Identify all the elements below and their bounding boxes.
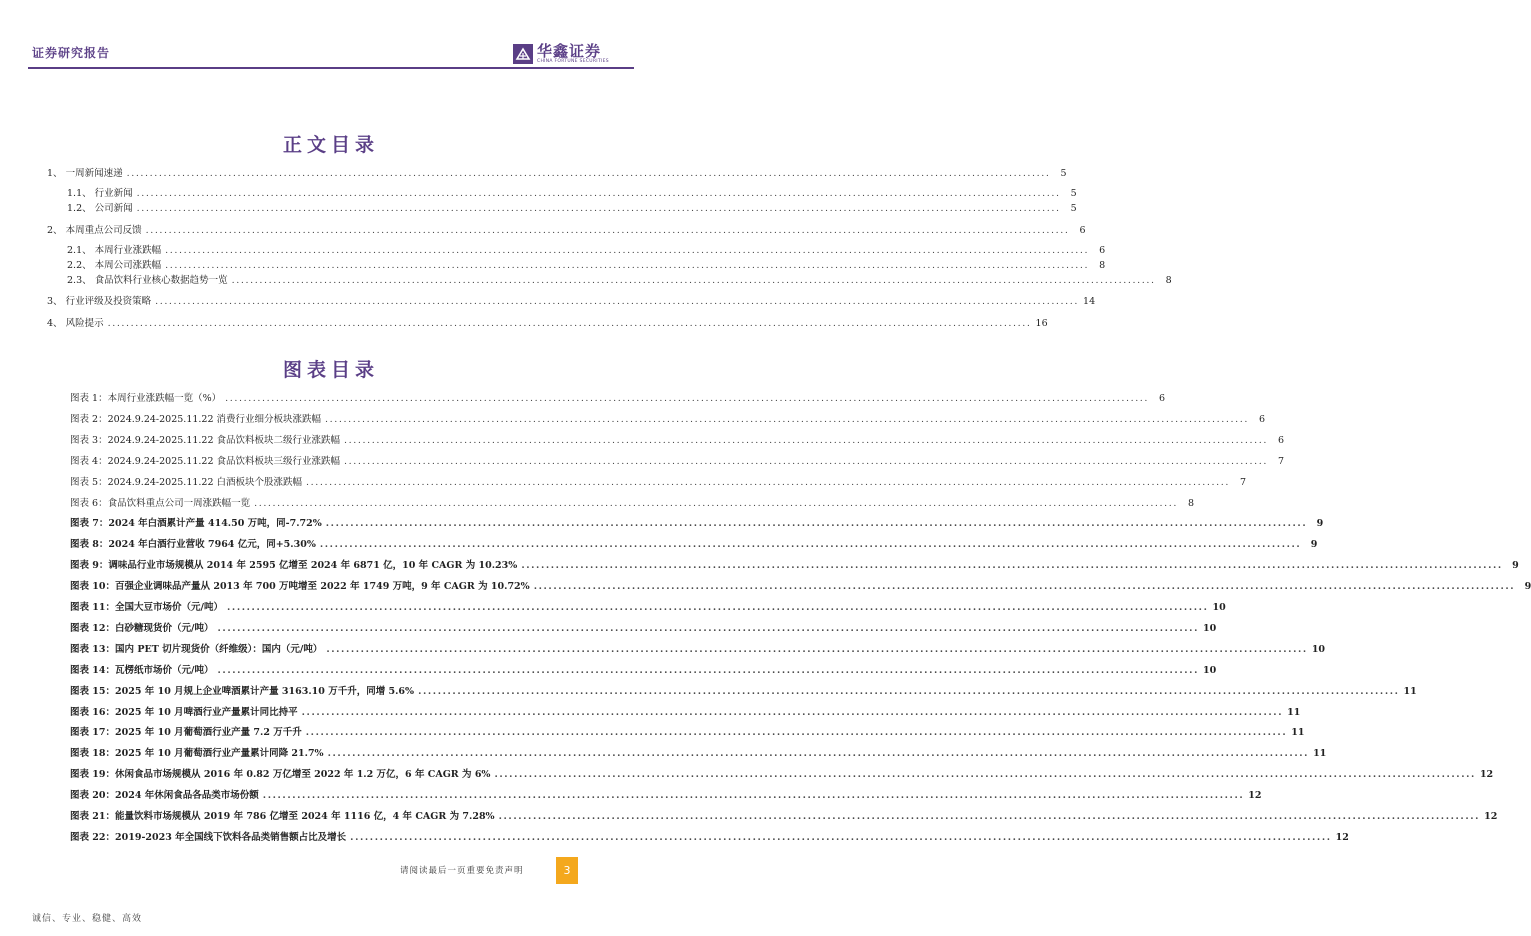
dot-leader: ........................................................................................................................................................................................................ xyxy=(225,393,1150,404)
figure-entry-label: 图表 15：2025 年 10 月规上企业啤酒累计产量 3163.10 万千升，同增 5.6% xyxy=(70,685,415,697)
figure-entry-page: 10 xyxy=(1212,602,1226,613)
figure-entry-label: 图表 7：2024 年白酒累计产量 414.50 万吨，同-7.72% xyxy=(70,518,322,530)
toc-entry[interactable] xyxy=(47,315,1048,329)
figure-entry-page: 6 xyxy=(1159,393,1166,404)
logo-mark-icon xyxy=(513,44,533,64)
toc-entry[interactable] xyxy=(47,165,1067,179)
figure-entry-label: 图表 22：2019-2023 年全国线下饮料各品类销售额占比及增长 xyxy=(70,831,347,843)
toc-entry-label: 4、 风险提示 xyxy=(47,318,104,329)
figure-entry[interactable] xyxy=(70,557,1519,572)
figure-entry-label: 图表 3：2024.9.24-2025.11.22 食品饮料板块二级行业涨跌幅 xyxy=(70,434,341,446)
toc-entry-page: 8 xyxy=(1165,275,1172,286)
figure-entry[interactable] xyxy=(70,390,1166,404)
figure-entry-label: 图表 20：2024 年休闲食品各品类市场份额 xyxy=(70,790,259,802)
dot-leader: ........................................................................................................................................................................................................ xyxy=(325,518,1308,530)
figure-entry-page: 11 xyxy=(1313,748,1327,760)
dot-leader: ........................................................................................................................................................................................................ xyxy=(344,455,1269,467)
figure-entry[interactable] xyxy=(70,641,1326,655)
logo-name-en: CHINA FORTUNE SECURITIES xyxy=(537,59,609,64)
toc-entry-label: 2.3、 食品饮料行业核心数据趋势一览 xyxy=(67,275,228,286)
toc-entry-label: 2.1、 本周行业涨跌幅 xyxy=(67,245,162,256)
figure-entry-label: 图表 8：2024 年白酒行业营收 7964 亿元，同+5.30% xyxy=(70,539,316,551)
toc-entry[interactable] xyxy=(67,272,1172,286)
figure-entry-page: 9 xyxy=(1310,539,1318,551)
dot-leader: ........................................................................................................................................................................................................ xyxy=(306,476,1231,488)
figure-entry-page: 9 xyxy=(1316,518,1324,530)
dot-leader: ........................................................................................................................................................................................................ xyxy=(126,168,1051,179)
toc-entry-page: 16 xyxy=(1035,318,1048,329)
dot-leader: ........................................................................................................................................................................................................ xyxy=(301,706,1284,718)
figure-entry-page: 12 xyxy=(1248,790,1262,802)
dot-leader: ........................................................................................................................................................................................................ xyxy=(305,727,1288,739)
figure-entry-label: 图表 21：能量饮料市场规模从 2019 年 786 亿增至 2024 年 1116 亿，4 年 CAGR 为 7.28% xyxy=(70,811,495,822)
figure-entry-page: 9 xyxy=(1524,581,1531,593)
report-type-label: 证券研究报告 xyxy=(32,46,111,60)
toc-entry-label: 1、 一周新闻速递 xyxy=(47,168,123,179)
figure-entry-page: 9 xyxy=(1512,560,1519,572)
toc-entry[interactable] xyxy=(67,242,1106,256)
toc-entry[interactable] xyxy=(67,200,1077,214)
figure-entry-label: 图表 17：2025 年 10 月葡萄酒行业产量 7.2 万千升 xyxy=(70,727,302,739)
figure-entry-page: 10 xyxy=(1202,664,1217,676)
figure-entry[interactable] xyxy=(70,515,1324,530)
figure-entry[interactable] xyxy=(70,432,1285,446)
toc-entry-label: 2、 本周重点公司反馈 xyxy=(47,225,142,236)
figure-entry-label: 图表 10：百强企业调味品产量从 2013 年 700 万吨增至 2022 年 1749 万吨，9 年 CAGR 为 10.72% xyxy=(70,581,530,593)
dot-leader: ........................................................................................................................................................................................................ xyxy=(327,748,1310,760)
figure-entry[interactable] xyxy=(70,724,1305,739)
logo xyxy=(513,43,609,65)
figure-entry-page: 11 xyxy=(1291,727,1305,739)
toc-entry-page: 5 xyxy=(1070,203,1077,214)
figure-entry-page: 10 xyxy=(1311,643,1326,655)
toc-entry-page: 6 xyxy=(1079,225,1086,236)
toc-entry[interactable] xyxy=(67,185,1077,199)
figure-entry-page: 12 xyxy=(1479,769,1494,781)
figure-entry-label: 图表 2：2024.9.24-2025.11.22 消费行业细分板块涨跌幅 xyxy=(70,413,322,425)
toc-entry-label: 3、 行业评级及投资策略 xyxy=(47,296,152,307)
figure-entry[interactable] xyxy=(70,662,1217,676)
dot-leader: ........................................................................................................................................................................................................ xyxy=(145,225,1070,236)
dot-leader: ........................................................................................................................................................................................................ xyxy=(165,245,1090,256)
dot-leader: ........................................................................................................................................................................................................ xyxy=(326,643,1308,655)
figure-entry[interactable] xyxy=(70,787,1262,802)
figure-entry[interactable] xyxy=(70,599,1226,613)
toc-entry-label: 1.2、 公司新闻 xyxy=(67,203,133,214)
toc-entry[interactable] xyxy=(47,293,1096,307)
toc-entry-page: 8 xyxy=(1099,260,1106,271)
disclaimer-note: 请阅读最后一页重要免责声明 xyxy=(400,866,524,876)
figure-entry[interactable] xyxy=(70,704,1301,718)
dot-leader: ........................................................................................................................................................................................................ xyxy=(494,769,1476,781)
figure-entry-label: 图表 5：2024.9.24-2025.11.22 白酒板块个股涨跌幅 xyxy=(70,476,303,488)
figure-entry-page: 12 xyxy=(1484,811,1498,822)
figure-entry-page: 11 xyxy=(1287,706,1301,718)
figure-entry[interactable] xyxy=(70,808,1498,822)
dot-leader: ........................................................................................................................................................................................................ xyxy=(254,497,1179,509)
figure-entry[interactable] xyxy=(70,536,1318,551)
figure-entry-page: 7 xyxy=(1239,476,1247,488)
dot-leader: ........................................................................................................................................................................................................ xyxy=(325,413,1250,425)
figure-entry-page: 7 xyxy=(1277,455,1285,467)
figure-entry[interactable] xyxy=(70,745,1327,760)
figure-entry-label: 图表 11：全国大豆市场价（元/吨） xyxy=(70,602,223,613)
dot-leader: ........................................................................................................................................................................................................ xyxy=(231,275,1156,286)
figure-entry-label: 图表 4：2024.9.24-2025.11.22 食品饮料板块三级行业涨跌幅 xyxy=(70,455,341,467)
dot-leader: ........................................................................................................................................................................................................ xyxy=(533,581,1516,593)
toc-entry[interactable] xyxy=(47,222,1086,236)
figure-entry[interactable] xyxy=(70,495,1195,509)
figure-entry[interactable] xyxy=(70,474,1247,488)
dot-leader: ........................................................................................................................................................................................................ xyxy=(344,434,1269,446)
dot-leader: ........................................................................................................................................................................................................ xyxy=(136,188,1061,199)
figure-entry-page: 11 xyxy=(1403,685,1417,697)
dot-leader: ........................................................................................................................................................................................................ xyxy=(521,560,1503,572)
toc-entry-label: 2.2、 本周公司涨跌幅 xyxy=(67,260,162,271)
figure-entry-label: 图表 16：2025 年 10 月啤酒行业产量累计同比持平 xyxy=(70,706,298,718)
figure-entry-label: 图表 6：食品饮料重点公司一周涨跌幅一览 xyxy=(70,497,251,509)
figure-entry-page: 10 xyxy=(1202,622,1217,634)
dot-leader: ........................................................................................................................................................................................................ xyxy=(107,318,1032,329)
figure-entry-label: 图表 18：2025 年 10 月葡萄酒行业产量累计同降 21.7% xyxy=(70,748,324,760)
page-number-badge: 3 xyxy=(556,857,578,884)
toc-entry-page: 5 xyxy=(1070,188,1077,199)
figure-entry-label: 图表 14：瓦楞纸市场价（元/吨） xyxy=(70,664,214,676)
figure-entry[interactable] xyxy=(70,578,1531,593)
header-divider xyxy=(28,67,634,69)
figure-entry-page: 6 xyxy=(1277,434,1285,446)
figure-list-title: 图表目录 xyxy=(282,359,379,381)
dot-leader: ........................................................................................................................................................................................................ xyxy=(262,790,1245,802)
toc-title: 正文目录 xyxy=(282,134,379,156)
figure-entry[interactable] xyxy=(70,453,1285,467)
figure-entry-label: 图表 13：国内 PET 切片现货价（纤维级）：国内（元/吨） xyxy=(70,643,323,655)
company-motto: 诚信、专业、稳健、高效 xyxy=(32,914,143,924)
dot-leader: ........................................................................................................................................................................................................ xyxy=(136,203,1061,214)
dot-leader: ........................................................................................................................................................................................................ xyxy=(350,831,1332,843)
toc-entry-label: 1.1、 行业新闻 xyxy=(67,188,133,199)
dot-leader: ........................................................................................................................................................................................................ xyxy=(498,811,1481,822)
figure-entry-label: 图表 12：白砂糖现货价（元/吨） xyxy=(70,622,214,634)
dot-leader: ........................................................................................................................................................................................................ xyxy=(217,622,1199,634)
toc-entry[interactable] xyxy=(67,257,1106,271)
dot-leader: ........................................................................................................................................................................................................ xyxy=(155,296,1080,307)
logo-name-cn: 华鑫证券 xyxy=(537,42,602,60)
figure-entry-label: 图表 9：调味品行业市场规模从 2014 年 2595 亿增至 2024 年 6871 亿，10 年 CAGR 为 10.23% xyxy=(70,560,518,572)
toc-entry-page: 6 xyxy=(1099,245,1106,256)
figure-entry-label: 图表 19：休闲食品市场规模从 2016 年 0.82 万亿增至 2022 年 1.2 万亿，6 年 CAGR 为 6% xyxy=(70,769,491,781)
figure-entry[interactable] xyxy=(70,620,1217,634)
dot-leader: ........................................................................................................................................................................................................ xyxy=(418,685,1400,697)
figure-entry-page: 6 xyxy=(1258,413,1266,425)
dot-leader: ........................................................................................................................................................................................................ xyxy=(217,664,1199,676)
dot-leader: ........................................................................................................................................................................................................ xyxy=(319,539,1302,551)
figure-entry[interactable] xyxy=(70,766,1494,781)
toc-entry-page: 14 xyxy=(1083,296,1096,307)
toc-entry-page: 5 xyxy=(1060,168,1067,179)
dot-leader: ........................................................................................................................................................................................................ xyxy=(227,602,1209,613)
figure-entry-label: 图表 1：本周行业涨跌幅一览（%） xyxy=(70,393,222,404)
figure-entry-page: 12 xyxy=(1335,831,1349,843)
figure-entry[interactable] xyxy=(70,683,1417,697)
figure-entry[interactable] xyxy=(70,411,1266,425)
figure-entry-page: 8 xyxy=(1188,497,1195,509)
dot-leader: ........................................................................................................................................................................................................ xyxy=(165,260,1090,271)
figure-entry[interactable] xyxy=(70,829,1349,843)
